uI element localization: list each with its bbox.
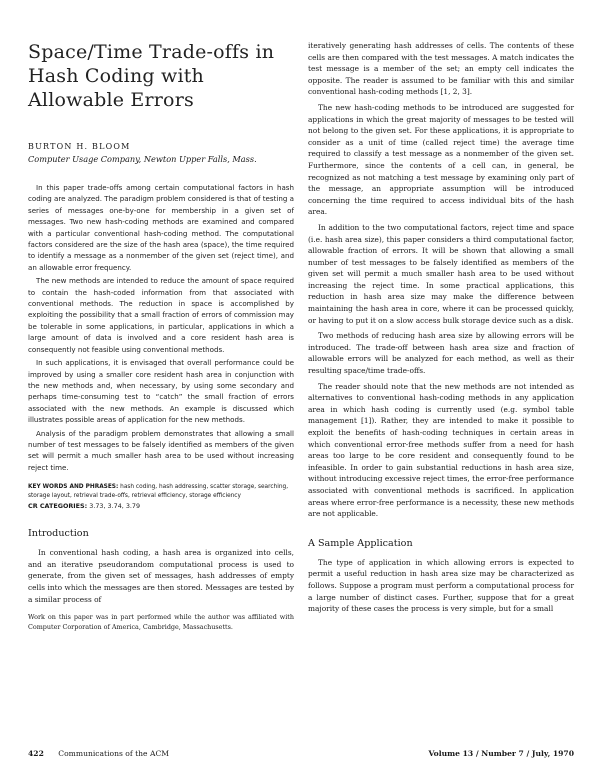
title-line: Hash Coding with bbox=[28, 65, 204, 87]
author-affiliation: Computer Usage Company, Newton Upper Falls, Mass. bbox=[28, 154, 257, 164]
keywords-label: KEY WORDS AND PHRASES: bbox=[28, 484, 119, 491]
introduction-body bbox=[28, 547, 294, 605]
abstract-paragraph: Analysis of the paradigm problem demonstrates that allowing a small number of test messages to be falsely identified as members of the given set will permit a much smaller hash area to be used without increasing reject time. bbox=[28, 428, 294, 472]
body-paragraph: iteratively generating hash addresses of cells. The contents of these cells are then compared with the test messages. A match indicates the test message is a member of the set; an empty cell indicates the opposite. The reader is assumed to be familiar with this and similar conventional hash-coding methods [1, 2, 3]. bbox=[308, 41, 574, 97]
volume-info: Volume 13 / Number 7 / July, 1970 bbox=[428, 749, 574, 758]
abstract bbox=[28, 182, 294, 473]
abstract-paragraph: In this paper trade-offs among certain computational factors in hash coding are analyzed. The paradigm problem considered is that of testing a series of messages one-by-one for membership in a given set of messages. Two new hash-coding methods are examined and compared with a particular conventional hash-coding method. The computational factors considered are the size of the hash area (space), the time required to identify a message as a nonmember of the given set (reject time), and an allowable error frequency. bbox=[28, 183, 294, 272]
body-paragraph: In addition to the two computational factors, reject time and space (i.e. hash area size), this paper considers a third computational factor, allowable fraction of errors. It will be shown that allowing a small number of test messages to be falsely identified as members of the given set will permit a much smaller hash area to be used without increasing the reject time. In some practical applications, this reduction in hash area size may make the difference between maintaining the hash area in core, where it can be processed quickly, or having to put it on a slow access bulk storage device such as a disk. bbox=[308, 222, 574, 325]
page-footer bbox=[28, 749, 574, 761]
left-column bbox=[28, 40, 294, 632]
footnote: Work on this paper was in part performed while the author was affiliated with Computer Corporation of America, Cambridge, Massachusetts. bbox=[28, 613, 294, 631]
journal-name: Communications of the ACM bbox=[58, 749, 170, 758]
section-heading-sample-application: A Sample Application bbox=[308, 537, 413, 549]
cr-categories bbox=[28, 502, 294, 510]
abstract-paragraph: In such applications, it is envisaged that overall performance could be improved by using a smaller core resident hash area in conjunction with the new methods and, when necessary, by using some secondary and perhaps time-consuming test to “catch” the small fraction of errors associated with the new methods. An example is discussed which illustrates possible areas of application for the new methods. bbox=[28, 358, 294, 425]
abstract-paragraph: The new methods are intended to reduce the amount of space required to contain the hash-coded information from that associated with conventional methods. The reduction in space is accomplished by exploiting the possibility that a small fraction of errors of commission may be tolerable in some applications, in particular, applications in which a large amount of data is involved and a core resident hash area is consequently not feasible using conventional methods. bbox=[28, 276, 294, 354]
section-heading-introduction: Introduction bbox=[28, 528, 89, 540]
footer-left bbox=[28, 749, 169, 758]
paper-title bbox=[28, 40, 294, 112]
body-paragraph: The type of application in which allowing errors is expected to permit a useful reduction in hash area size may be characterized as follows. Suppose a program must perform a computational process for a large number of distinct cases. Further, suppose that for a great majority of these cases the process is very simple, but for a small bbox=[308, 557, 574, 614]
page-number: 422 bbox=[28, 749, 44, 758]
title-line: Allowable Errors bbox=[28, 89, 194, 111]
keywords-text: hash coding, hash addressing, scatter storage, searching, storage layout, retrieval trade-offs, retrieval efficiency, storage efficiency bbox=[28, 484, 289, 499]
right-column-body bbox=[308, 40, 574, 520]
cr-values: 3.73, 3.74, 3.79 bbox=[89, 502, 141, 511]
keywords bbox=[28, 483, 294, 500]
body-paragraph: The reader should note that the new methods are not intended as alternatives to conventional hash-coding methods in any application area in which hash coding is currently used (e.g. symbol table management [1]). Rather, they are intended to make it possible to exploit the benefits of hash-coding techniques in certain areas in which conventional error-free methods suffer from a need for hash areas too large to be core resident and consequently found to be infeasible. In order to gain substantial reductions in hash area size, without introducing excessive reject times, the error-free performance associated with conventional methods is sacrificed. In application areas where error-free performance is a necessity, these new methods are not applicable. bbox=[308, 381, 574, 519]
cr-label: CR CATEGORIES: bbox=[28, 502, 88, 511]
author-name: BURTON H. BLOOM bbox=[28, 142, 131, 151]
body-paragraph: Two methods of reducing hash area size by allowing errors will be introduced. The trade-off between hash area size and fraction of allowable errors will be analyzed for each method, as well as their resulting space/time trade-offs. bbox=[308, 331, 574, 376]
body-paragraph: In conventional hash coding, a hash area is organized into cells, and an iterative pseudorandom computational process is used to generate, from the given set of messages, hash addresses of empty cells into which the messages are then stored. Messages are tested by a similar process of bbox=[28, 548, 294, 604]
title-line: Space/Time Trade-offs in bbox=[28, 41, 275, 63]
sample-application-body bbox=[308, 557, 574, 615]
right-column bbox=[308, 40, 574, 619]
body-paragraph: The new hash-coding methods to be introduced are suggested for applications in which the great majority of messages to be tested will not belong to the given set. For these applications, it is appropriate to consider as a unit of time (called reject time) the average time required to classify a test message as a nonmember of the given set. Furthermore, since the contents of a cell can, in general, be recognized as not matching a test message by examining only part of the message, an appropriate assumption will be introduced concerning the time required to access individual bits of the hash area. bbox=[308, 102, 574, 217]
